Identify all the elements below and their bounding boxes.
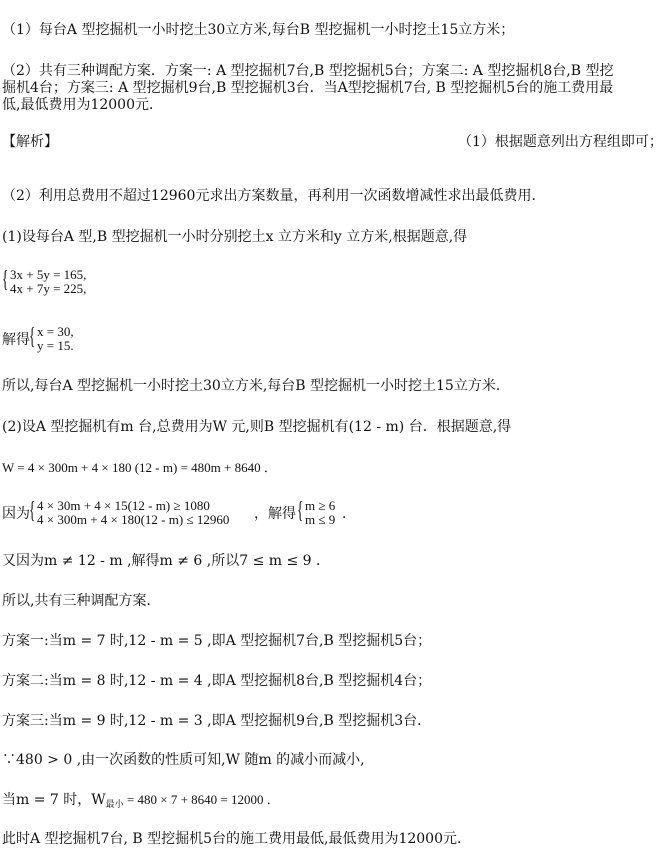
inequality-1: 4 × 30m + 4 × 15(12 - m) ≥ 1080 xyxy=(37,498,210,513)
minimum-value: = 480 × 7 + 8640 = 12000 ． xyxy=(123,792,280,807)
brace-icon: { xyxy=(297,498,304,524)
answer-part-1: （1）每台A 型挖掘机一小时挖土30立方米,每台B 型挖掘机一小时挖土15立方米； xyxy=(2,22,515,38)
inequality-solution xyxy=(297,499,335,527)
cost-equation: W = 4 × 300m + 4 × 180 (12 - m) = 480m + 8640 ． xyxy=(2,460,277,475)
equation-1: 3x + 5y = 165, xyxy=(10,267,87,282)
answer-part-2: （2）共有三种调配方案．方案一: A 型挖掘机7台,B 型挖掘机5台；方案二: A 型挖掘机8台,B 型挖掘机4台；方案三: A 型挖掘机9台,B 型挖掘机3台．当A型挖掘机7台, B 型挖掘机5台的施工费用最低,最低费用为12000元． xyxy=(2,63,614,113)
part-1-intro: (1)设每台A 型,B 型挖掘机一小时分别挖土x 立方米和y 立方米,根据题意,得 xyxy=(2,229,468,245)
analysis-title: 【解析】 xyxy=(2,134,58,150)
brace-icon: { xyxy=(2,267,9,293)
plan-3: 方案三:当m = 9 时,12 - m = 3 ,即A 型挖掘机9台,B 型挖掘机3台． xyxy=(2,713,432,729)
solution-x: x = 30, xyxy=(37,324,74,339)
brace-icon: { xyxy=(29,498,36,524)
solution-y: y = 15. xyxy=(37,338,74,353)
m-lower-bound: m ≥ 6 xyxy=(305,498,336,513)
conclusion-part-1: 所以,每台A 型挖掘机一小时挖土30立方米,每台B 型挖掘机一小时挖土15立方米． xyxy=(2,378,510,394)
inequality-prefix: 因为 xyxy=(2,506,30,522)
equation-2: 4x + 7y = 225, xyxy=(10,281,87,296)
linear-property: ∵480 > 0 ,由一次函数的性质可知,W 随m 的减小而减小, xyxy=(2,752,365,768)
inequality-end: ． xyxy=(342,506,356,522)
solution-prefix: 解得 xyxy=(2,332,30,348)
m-upper-bound: m ≤ 9 xyxy=(305,512,336,527)
three-plans-statement: 所以,共有三种调配方案． xyxy=(2,593,161,609)
minimum-cost-line xyxy=(2,791,280,811)
analysis-hint-1: （1）根据题意列出方程组即可； xyxy=(458,134,663,150)
analysis-hint-2: （2）利用总费用不超过12960元求出方案数量，再利用一次函数增减性求出最低费用． xyxy=(2,188,546,204)
brace-icon: { xyxy=(29,324,36,350)
equation-system-1 xyxy=(2,268,86,296)
m-not-equal: 又因为m ≠ 12 - m ,解得m ≠ 6 ,所以7 ≤ m ≤ 9 ． xyxy=(2,553,331,569)
plan-1: 方案一:当m = 7 时,12 - m = 5 ,即A 型挖掘机7台,B 型挖掘机5台； xyxy=(2,633,432,649)
inequality-solve-label: ，解得 xyxy=(254,506,296,522)
solution-system xyxy=(29,325,74,353)
inequality-2: 4 × 300m + 4 × 180(12 - m) ≤ 12960 xyxy=(37,512,230,527)
inequality-system xyxy=(29,499,229,527)
minimum-prefix: 当m = 7 时，W xyxy=(2,792,106,808)
plan-2: 方案二:当m = 8 时,12 - m = 4 ,即A 型挖掘机8台,B 型挖掘机4台； xyxy=(2,673,432,689)
minimum-subscript: 最小 xyxy=(105,800,124,810)
final-conclusion: 此时A 型挖掘机7台, B 型挖掘机5台的施工费用最低,最低费用为12000元． xyxy=(2,831,471,847)
part-2-intro: (2)设A 型挖掘机有m 台,总费用为W 元,则B 型挖掘机有(12 - m) 台．根据题意,得 xyxy=(2,419,512,435)
